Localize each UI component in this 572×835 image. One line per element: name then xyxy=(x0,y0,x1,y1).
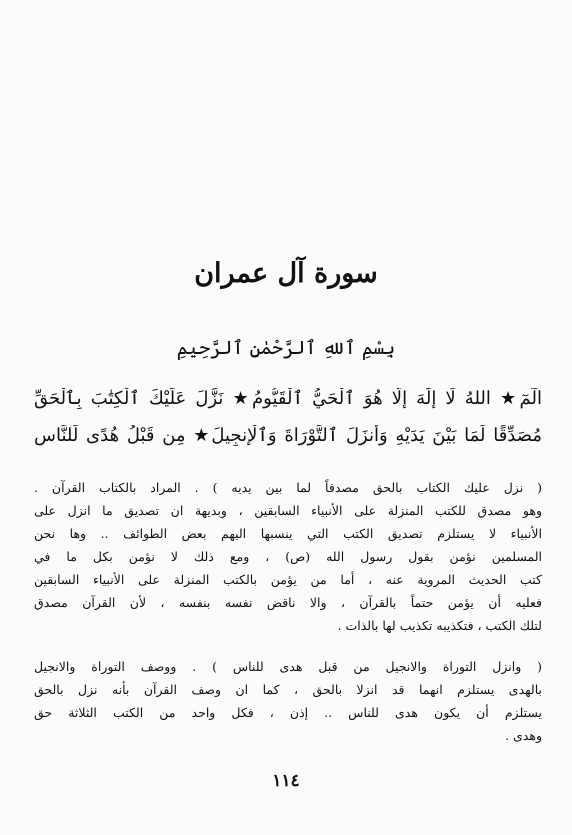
page-number: ١١٤ xyxy=(272,771,300,791)
surah-title: سورة آل عمران xyxy=(194,258,378,289)
commentary-line: يستلزم أن يكون هدى للناس .. إذن ، فكل واحد من الكتب الثلاثة حق xyxy=(34,705,542,720)
quran-verse-line: مُصَدِّقًا لِّمَا بَيْنَ يَدَيْهِ وَأَنزَلَ ٱلتَّوْرَاةَ وَٱلْإِنجِيلَ★ مِن قَبْلُ هُدًى لِّلنَّاسِ xyxy=(34,425,542,446)
commentary-line: ( وانزل التوراة والانجيل من قبل هدى للناس ) . ووصف التوراة والانجيل xyxy=(34,659,542,674)
quran-verse-line: الٓمٓ★ اللهُ لَا إِلَٰهَ إِلَّا هُوَ ٱلْحَيُّ ٱلْقَيُّومُ★ نَزَّلَ عَلَيْكَ ٱلْكِتَٰبَ بِٱلْحَقِّ xyxy=(34,388,542,409)
commentary-line: ( نزل عليك الكتاب بالحق مصدقاً لما بين يديه ) . المراد بالكتاب القرآن . xyxy=(34,480,542,495)
basmala: بِسْمِ ٱللهِ ٱلرَّحْمٰنِ ٱلرَّحِيمِ xyxy=(176,337,396,359)
commentary-paragraph xyxy=(34,476,542,637)
commentary-line: المسلمين نؤمن بقول رسول الله (ص) ، ومع ذلك لا نؤمن بكل ما في xyxy=(34,549,542,564)
commentary-line: لتلك الكتب ، فتكذيبه تكذيب لها بالذات . xyxy=(337,618,542,633)
commentary-line: وهو مصدق للكتب المنزلة على الأنبياء السابقين ، وبديهة ان تصديق ما انزل على xyxy=(34,503,542,518)
commentary-line: فعليه أن يؤمن حتماً بالقرآن ، والا ناقض نفسه بنفسه ، لأن القرآن مصدق xyxy=(34,595,542,610)
commentary-line: وهدى . xyxy=(505,728,542,743)
commentary-paragraph xyxy=(34,655,542,747)
commentary-line: الأنبياء لا يستلزم تصديق الكتب التي ينسبها اليهم بعض الطوائف .. وها نحن xyxy=(34,526,542,541)
commentary-line: كتب الحديث المروية عنه ، أما من يؤمن بالكتب المنزلة على الأنبياء السابقين xyxy=(34,572,542,587)
commentary-line: بالهدى يستلزم انهما قد انزلا بالحق ، كما ان وصف القرآن بأنه نزل بالحق xyxy=(34,682,542,697)
